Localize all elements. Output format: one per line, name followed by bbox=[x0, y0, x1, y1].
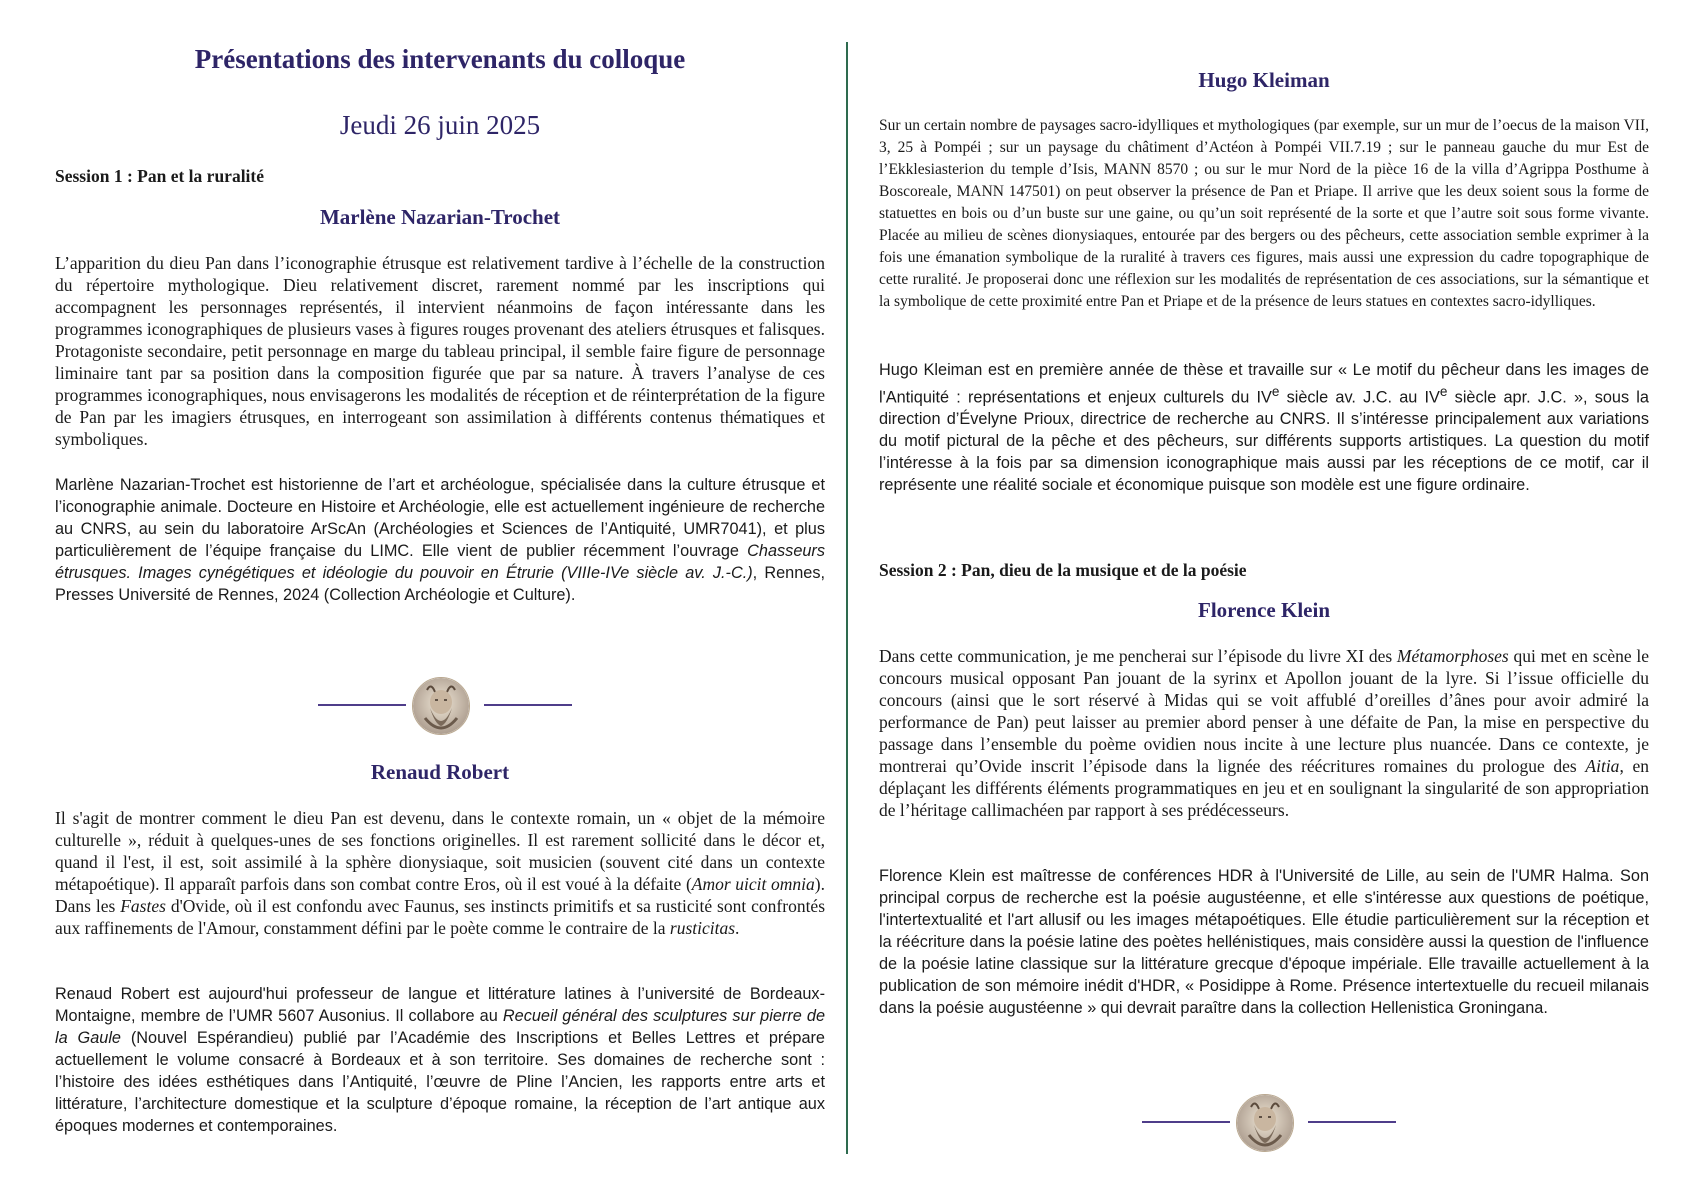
speaker-name-klein: Florence Klein bbox=[1198, 598, 1330, 622]
bio-text: siècle apr. J.C. », sous la direction d’Évelyne Prioux, directrice de recherche au CNRS. Il s’intéresse principalement aux variations du motif pictural de la pêche et des pêcheurs, sur différents supports artistiques. La question du motif l’intéresse à la fois par sa dimension iconographique mais aussi par les réceptions de ce motif, car il représente une réalité sociale et économique puisque son modèle est une figure ordinaire. bbox=[879, 388, 1649, 495]
speaker-name-nazarian-trochet: Marlène Nazarian-Trochet bbox=[319, 205, 561, 229]
abstract-text: qui met en scène le concours musical opposant Pan jouant de la syrinx et Apollon jouant de la lyre. Si l’issue officielle du concours (ainsi que le sort réservé à Midas qui se voit affublé d’oreilles d’ânes pour avoir admiré la performance de Pan) peut laisser au premier abord penser à une défaite de Pan, la mise en perspective du passage dans l’ensemble du poème ovidien nous incite à une lecture plus nuancée. Dans ce contexte, je montrerai qu’Ovide inscrit l’épisode dans la lignée des réécritures romaines du prologue des bbox=[879, 646, 1649, 776]
latin-quote: Amor uicit omnia bbox=[691, 874, 815, 894]
book-title: Chasseurs étrusques. Images cynégétiques et idéologie du pouvoir en Étrurie (VIIIe-IVe siècle av. J.-C.) bbox=[55, 542, 825, 582]
abstract-robert bbox=[55, 807, 825, 939]
ornament-line-left bbox=[1142, 1121, 1230, 1123]
bio-robert bbox=[55, 983, 825, 1137]
section-ornament bbox=[55, 675, 825, 735]
abstract-text: , en déplaçant les différents éléments programmatiques en jeu et en soulignant la singularité de son appropriation de l’héritage callimachéen par rapport à ses prédécesseurs. bbox=[879, 756, 1649, 820]
latin-term: rusticitas bbox=[669, 918, 736, 938]
abstract-nazarian-trochet: L’apparition du dieu Pan dans l’iconographie étrusque est relativement tardive à l’échelle de la construction du répertoire mythologique. Dieu relativement discret, rarement nommé par les inscriptions qui accompagnent les personnages représentés, il intervient néanmoins de façon intéressante dans les programmes iconographiques de plusieurs vases à figures rouges provenant des ateliers étrusques et falisques. Protagoniste secondaire, petit personnage en marge du tableau principal, il semble faire figure de personnage liminaire tant par sa position dans la composition figurée que par sa nature. À travers l’analyse de ces programmes iconographiques, nous envisagerons les modalités de réception et de réinterprétation de la figure de Pan par les imagiers étrusques, en interrogeant son assimilation à différents contenus thématiques et symboliques. bbox=[55, 253, 825, 449]
bio-klein: Florence Klein est maîtresse de conférences HDR à l'Université de Lille, au sein de l'UMR Halma. Son principal corpus de recherche est la poésie augustéenne, et elle s'intéresse aux questions de poétique, l'intertextualité et l'art allusif ou les images métapoétiques. Elle étudie particulièrement sur la réception et la réécriture dans la poésie latine des poètes hellénistiques, mais considère aussi la question de l'influence de la poésie latine classique sur la littérature grecque d'époque impériale. Elle travaille actuellement à la publication de son mémoire inédit d'HDR, « Posidippe à Rome. Présence intertextuelle du recueil milanais dans la poésie augustéenne » qui devrait paraître dans la collection Hellenistica Groningana. bbox=[879, 867, 1649, 1017]
ornament-line-left bbox=[318, 704, 406, 706]
bio-text: Marlène Nazarian-Trochet est historienne de l’art et archéologue, spécialisée dans la culture étrusque et l’iconographie animale. Docteure en Histoire et Archéologie, elle est actuellement ingénieure de recherche au CNRS, au sein du laboratoire ArScAn (Archéologies et Sciences de l’Antiquité, UMR7041), et plus particulièrement de l’équipe française du LIMC. Elle vient de publier récemment l’ouvrage bbox=[55, 476, 825, 560]
bio-text: siècle av. J.C. au IV bbox=[1279, 388, 1440, 407]
speaker-name-kleiman: Hugo Kleiman bbox=[1198, 68, 1330, 92]
abstract-text: . bbox=[735, 918, 740, 938]
bio-kleiman bbox=[879, 359, 1649, 496]
bio-text: Renaud Robert est aujourd'hui professeur de langue et littérature latines à l’université de Bordeaux-Montaigne, membre de l’UMR 5607 Ausonius. Il collabore au bbox=[55, 985, 825, 1025]
session-2-heading: Session 2 : Pan, dieu de la musique et de la poésie bbox=[879, 560, 1247, 580]
abstract-kleiman: Sur un certain nombre de paysages sacro-idylliques et mythologiques (par exemple, sur un mur de l’oecus de la maison VII, 3, 25 à Pompéi ; sur un paysage du châtiment d’Actéon à Pompéi VII.7.19 ; sur le panneau gauche du mur Est de l’Ekklesiasterion du temple d’Isis, MANN 8570 ; ou sur le mur Nord de la pièce 16 de la villa d’Agrippa Posthume à Boscoreale, MANN 147501) on peut observer la présence de Pan et Priape. Il arrive que les deux soient sous la forme de statuettes en bois ou d’un buste sur une gaine, ou qu’un soit représenté de la sorte et que l’autre soit sous forme vivante. Placée au milieu de scènes dionysiaques, entourée par des bergers ou des pêcheurs, cette association semble exprimer à la fois une émanation symbolique de la ruralité à travers ces figures, mais aussi une expression du cadre topographique de cette ruralité. Je proposerai donc une réflexion sur les modalités de représentation de ces associations, sur la sémantique et la symbolique de cette proximité entre Pan et Priape et de la présence de leurs statues en contextes sacro-idylliques. bbox=[879, 117, 1649, 310]
superscript: e bbox=[1271, 384, 1280, 399]
bio-text: , Rennes, Presses Université de Rennes, 2024 (Collection Archéologie et Culture). bbox=[55, 564, 825, 604]
bio-text: Hugo Kleiman est en première année de thèse et travaille sur « Le motif du pêcheur dans les images de l'Antiquité : représentations et enjeux culturels du IV bbox=[879, 361, 1649, 407]
speaker-name-robert: Renaud Robert bbox=[370, 760, 510, 784]
work-title: Recueil général des sculptures sur pierre de la Gaule bbox=[55, 1007, 826, 1047]
session-1-heading: Session 1 : Pan et la ruralité bbox=[55, 166, 265, 186]
pan-medallion-icon bbox=[412, 677, 470, 735]
abstract-text: d'Ovide, où il est confondu avec Faunus, ses instincts primitifs et sa rusticité sont confrontés aux raffinements de l'Amour, constamment défini par le poète comme le contraire de la bbox=[55, 896, 826, 938]
page-title: Présentations des intervenants du colloque bbox=[194, 44, 686, 74]
abstract-text: Dans cette communication, je me pencherai sur l’épisode du livre XI des bbox=[879, 646, 1397, 666]
bio-text: (Nouvel Espérandieu) publié par l’Académie des Inscriptions et Belles Lettres et prépare actuellement le volume consacré à Bordeaux et à son territoire. Ses domaines de recherche sont : l’histoire des idées esthétiques dans l’Antiquité, l’œuvre de Pline l’Ancien, les rapports entre arts et littérature, l’architecture domestique et la sculpture d’époque romaine, la réception de l’art antique aux époques modernes et contemporaines. bbox=[55, 1029, 825, 1135]
pan-medallion-icon bbox=[1236, 1094, 1294, 1152]
abstract-text: Il s'agit de montrer comment le dieu Pan est devenu, dans le contexte romain, un « objet de la mémoire culturelle », réduit à quelques-unes de ses fonctions originelles. Il est rarement sollicité dans le décor et, quand il l'est, il est, soit assimilé à la sphère dionysiaque, soit musicien (souvent cité dans un contexte métapoétique). Il apparaît parfois dans son combat contre Eros, où il est voué à la défaite ( bbox=[55, 808, 825, 894]
bio-nazarian-trochet bbox=[55, 474, 825, 606]
superscript: e bbox=[1439, 384, 1448, 399]
abstract-text: ). Dans les bbox=[55, 874, 825, 916]
column-divider bbox=[846, 42, 848, 1154]
ornament-line-right bbox=[484, 704, 572, 706]
section-ornament bbox=[879, 1092, 1649, 1152]
abstract-klein bbox=[879, 645, 1649, 821]
work-title: Fastes bbox=[120, 896, 166, 916]
event-date: Jeudi 26 juin 2025 bbox=[339, 110, 541, 140]
work-title: Métamorphoses bbox=[1396, 646, 1509, 666]
work-title: Aitia bbox=[1585, 756, 1620, 776]
ornament-line-right bbox=[1308, 1121, 1396, 1123]
